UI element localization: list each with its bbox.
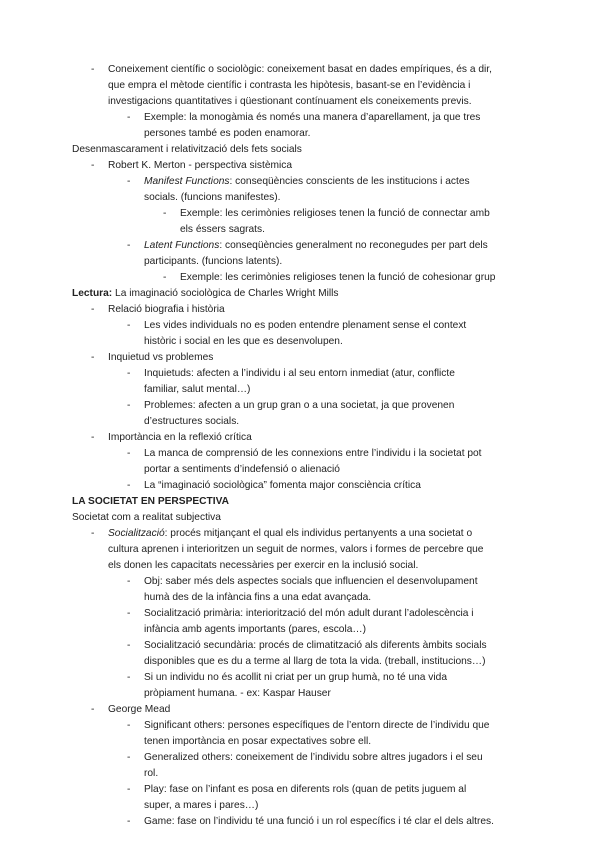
- bullet-dash: -: [127, 608, 131, 619]
- line-text: Exemple: les cerimònies religioses tenen la funció de cohesionar grup: [180, 272, 496, 283]
- line-text: Coneixement científic o sociològic: coneixement basat en dades empíriques, és a dir,: [108, 64, 492, 75]
- line-text: socials. (funcions manifestes).: [144, 192, 281, 203]
- text-line: [72, 512, 221, 524]
- bullet-dash: -: [163, 208, 167, 219]
- text-line: [108, 160, 292, 172]
- line-text: els donen les capacitats necessàries per exercir en la inclusió social.: [108, 560, 419, 571]
- line-text: Exemple: les cerimònies religioses tenen la funció de connectar amb: [180, 208, 490, 219]
- bullet-dash: -: [91, 304, 95, 315]
- text-line: [144, 688, 331, 700]
- text-line: [144, 816, 494, 828]
- bullet-dash: -: [127, 448, 131, 459]
- line-text: infància amb agents importants (pares, escola…): [144, 624, 366, 635]
- bullet-dash: -: [127, 480, 131, 491]
- bullet-dash: -: [127, 720, 131, 731]
- italic-term: Manifest Functions: [144, 176, 230, 187]
- line-text: Socialització primària: interiorització del món adult durant l’adolescència i: [144, 608, 474, 619]
- text-line: [144, 464, 340, 476]
- bullet-dash: -: [127, 240, 131, 251]
- text-line: [108, 304, 225, 316]
- line-text: humà des de la infància fins a una edat avançada.: [144, 592, 372, 603]
- text-line: [144, 448, 482, 460]
- line-text: investigacions quantitatives i qüestionant contínuament els coneixements previs.: [108, 96, 472, 107]
- bullet-dash: -: [127, 752, 131, 763]
- line-text: : conseqüències generalment no reconegudes per part dels: [219, 240, 488, 251]
- line-text: Socialització secundària: procés de climatització als diferents àmbits socials: [144, 640, 487, 651]
- line-text: tenen importància en posar expectatives sobre ell.: [144, 736, 372, 747]
- bullet-dash: -: [127, 320, 131, 331]
- text-line: [144, 176, 470, 188]
- bullet-dash: -: [127, 672, 131, 683]
- text-line: [144, 112, 480, 124]
- text-line: [108, 544, 483, 556]
- text-line: [108, 96, 472, 108]
- text-line: [144, 128, 311, 140]
- text-line: [144, 736, 371, 748]
- line-text: que empra el mètode científic i contrasta les hipòtesis, basant-se en l’evidència i: [108, 80, 471, 91]
- line-text: La manca de comprensió de les connexions entre l’individu i la societat pot: [144, 448, 482, 459]
- text-line: [144, 624, 366, 636]
- line-text: els éssers sagrats.: [180, 224, 265, 235]
- line-text: Game: fase on l’individu té una funció i un rol específics i té clar el dels altres.: [144, 816, 494, 827]
- line-text: George Mead: [108, 704, 171, 715]
- text-line: [108, 64, 492, 76]
- text-line: [144, 416, 239, 428]
- text-line: [72, 496, 229, 508]
- line-text: Play: fase on l’infant es posa en diferents rols (quan de petits juguem al: [144, 784, 467, 795]
- text-line: [144, 784, 466, 796]
- text-line: [108, 704, 170, 716]
- text-line: [144, 640, 487, 652]
- line-text: Si un individu no és acollit ni criat per un grup humà, no té una vida: [144, 672, 447, 683]
- text-line: [144, 368, 455, 380]
- line-text: Exemple: la monogàmia és només una manera d’aparellament, ja que tres: [144, 112, 481, 123]
- text-line: [144, 608, 474, 620]
- bullet-dash: -: [127, 784, 131, 795]
- line-text: Generalized others: coneixement de l’individu sobre altres jugadors i el seu: [144, 752, 483, 763]
- text-line: [144, 576, 478, 588]
- text-line: [108, 80, 470, 92]
- line-text: portar a sentiments d’indefensió o alienació: [144, 464, 340, 475]
- text-line: [144, 656, 485, 668]
- bold-label: LA SOCIETAT EN PERSPECTIVA: [72, 496, 229, 507]
- text-line: [108, 528, 472, 540]
- text-line: [144, 192, 280, 204]
- line-text: Problemes: afecten a un grup gran o a una societat, ja que provenen: [144, 400, 455, 411]
- bullet-dash: -: [127, 576, 131, 587]
- line-text: Obj: saber més dels aspectes socials que influencien el desenvolupament: [144, 576, 478, 587]
- bullet-dash: -: [91, 352, 95, 363]
- text-line: [144, 320, 466, 332]
- bullet-dash: -: [127, 368, 131, 379]
- text-line: [72, 288, 339, 300]
- line-text: Importància en la reflexió crítica: [108, 432, 252, 443]
- bullet-dash: -: [163, 272, 167, 283]
- italic-term: Socialització: [108, 528, 165, 539]
- line-text: Inquietuds: afecten a l’individu i al seu entorn inmediat (atur, conflicte: [144, 368, 455, 379]
- italic-term: Latent Functions: [144, 240, 220, 251]
- line-text: Relació biografia i història: [108, 304, 225, 315]
- text-line: [144, 768, 158, 780]
- line-text: d’estructures socials.: [144, 416, 240, 427]
- line-text: Societat com a realitat subjectiva: [72, 512, 221, 523]
- line-text: persones també es poden enamorar.: [144, 128, 311, 139]
- text-line: [108, 560, 418, 572]
- bullet-dash: -: [127, 176, 131, 187]
- line-text: La imaginació sociològica de Charles Wright Mills: [112, 288, 339, 299]
- text-line: [144, 384, 250, 396]
- line-text: : procés mitjançant el qual els individus pertanyents a una societat o: [164, 528, 473, 539]
- text-line: [180, 208, 490, 220]
- text-line: [144, 800, 258, 812]
- line-text: rol.: [144, 768, 159, 779]
- bold-label: Lectura:: [72, 288, 113, 299]
- line-text: Robert K. Merton - perspectiva sistèmica: [108, 160, 293, 171]
- bullet-dash: -: [91, 432, 95, 443]
- line-text: familiar, salut mental…): [144, 384, 251, 395]
- text-line: [144, 400, 454, 412]
- line-text: super, a mares i pares…): [144, 800, 259, 811]
- bullet-dash: -: [127, 816, 131, 827]
- line-text: cultura aprenen i interioritzen un seguit de normes, valors i formes de percebre que: [108, 544, 484, 555]
- text-line: [108, 432, 252, 444]
- text-line: [72, 144, 302, 156]
- bullet-dash: -: [127, 112, 131, 123]
- text-line: [108, 352, 213, 364]
- bullet-dash: -: [91, 528, 95, 539]
- text-line: [144, 720, 489, 732]
- line-text: Significant others: persones específiques de l’entorn directe de l’individu que: [144, 720, 490, 731]
- line-text: Inquietud vs problemes: [108, 352, 214, 363]
- bullet-dash: -: [127, 400, 131, 411]
- line-text: : conseqüències conscients de les institucions i actes: [229, 176, 470, 187]
- text-line: [180, 272, 495, 284]
- bullet-dash: -: [91, 160, 95, 171]
- text-line: [144, 592, 371, 604]
- line-text: disponibles que es du a terme al llarg de tota la vida. (treball, institucions…): [144, 656, 486, 667]
- text-line: [144, 240, 488, 252]
- text-line: [144, 672, 447, 684]
- line-text: pròpiament humana. - ex: Kaspar Hauser: [144, 688, 331, 699]
- text-line: [144, 480, 421, 492]
- bullet-dash: -: [91, 64, 95, 75]
- line-text: La “imaginació sociològica” fomenta major consciència crítica: [144, 480, 421, 491]
- text-line: [180, 224, 265, 236]
- bullet-dash: -: [127, 640, 131, 651]
- line-text: històric i social en les que es desenvolupen.: [144, 336, 343, 347]
- line-text: participants. (funcions latents).: [144, 256, 283, 267]
- bullet-dash: -: [91, 704, 95, 715]
- text-line: [144, 752, 483, 764]
- line-text: Les vides individuals no es poden entendre plenament sense el context: [144, 320, 467, 331]
- line-text: Desenmascarament i relativització dels fets socials: [72, 144, 302, 155]
- text-line: [144, 256, 282, 268]
- text-line: [144, 336, 343, 348]
